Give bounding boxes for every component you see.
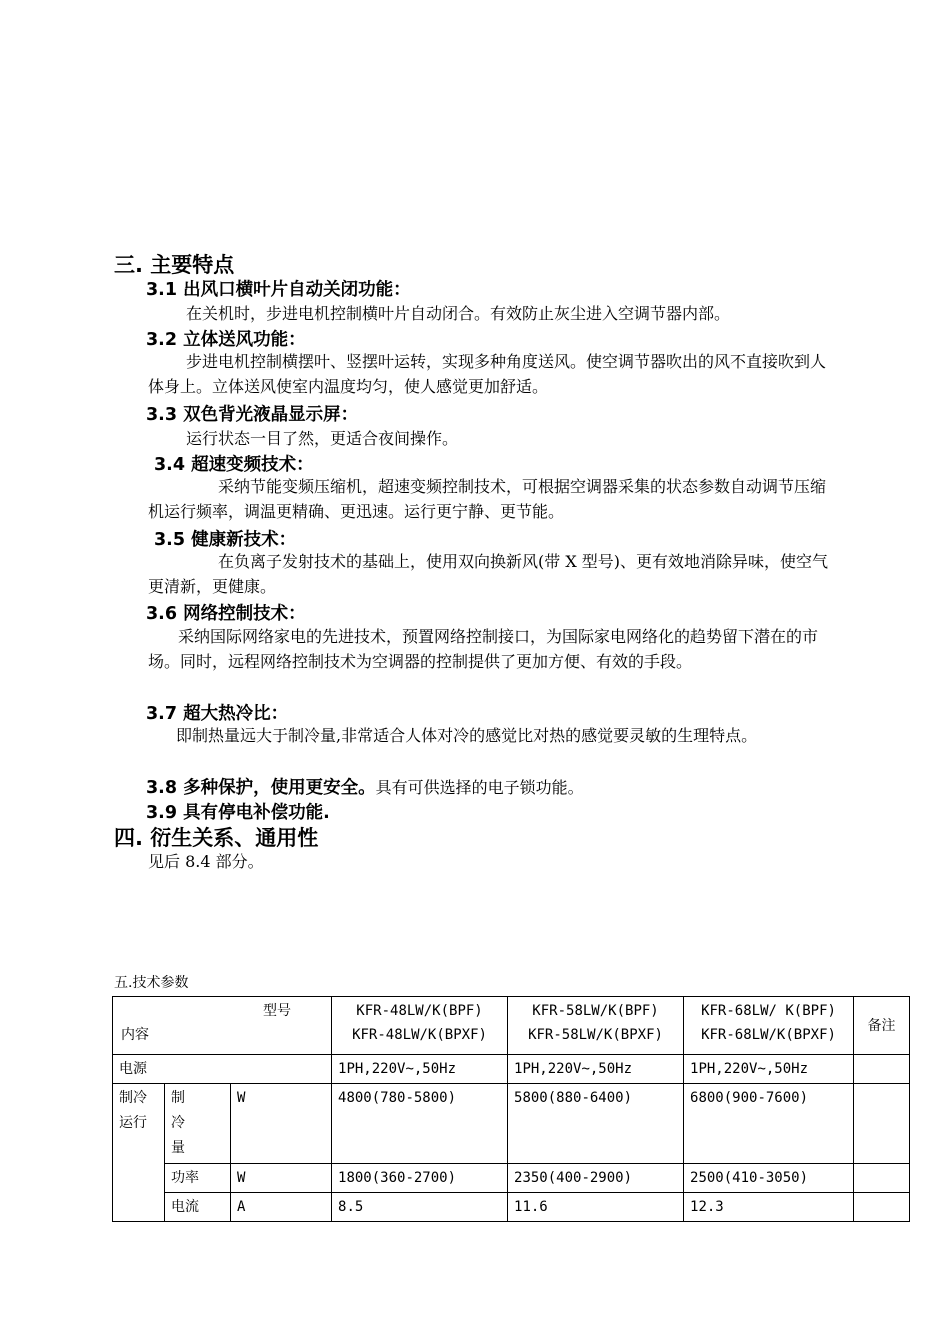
- model-name: KFR-68LW/K(BPXF): [701, 1027, 836, 1043]
- row-value: 2500(410-3050): [684, 1164, 854, 1193]
- table-row-power-consumption: [113, 1164, 910, 1193]
- model-column-2: [508, 997, 684, 1055]
- row-value: 2350(400-2900): [508, 1164, 684, 1193]
- remark-cell: [854, 1084, 910, 1164]
- row-label: 电流: [165, 1193, 231, 1222]
- item-3-7-body: 即制热量远大于制冷量,非常适合人体对冷的感觉比对热的感觉要灵敏的生理特点。: [176, 726, 758, 745]
- row-value: 6800(900-7600): [684, 1084, 854, 1164]
- item-3-5-body: 在负离子发射技术的基础上，使用双向换新风(带 X 型号)、更有效地消除异味，使空气更清新，更健康。: [148, 552, 829, 596]
- row-value: 1800(360-2700): [332, 1164, 508, 1193]
- spec-table: [112, 996, 910, 1222]
- header-content-label: 内容: [121, 1027, 149, 1043]
- power-label: 电源: [113, 1055, 332, 1084]
- item-3-3-body: 运行状态一目了然，更适合夜间操作。: [186, 429, 459, 448]
- item-3-8-heading: 3.8 多种保护，使用更安全。: [146, 778, 376, 798]
- item-3-1-heading: 3.1 出风口横叶片自动关闭功能：: [146, 280, 411, 300]
- table-row-cooling-capacity: [113, 1084, 910, 1164]
- section-4-title: 四. 衍生关系、通用性: [114, 826, 319, 850]
- model-name: KFR-58LW/K(BPF): [532, 1003, 659, 1019]
- header-model-label: 型号: [263, 1003, 291, 1019]
- power-value: 1PH,220V~,50Hz: [508, 1055, 684, 1084]
- item-3-1-body: 在关机时，步进电机控制横叶片自动闭合。有效防止灰尘进入空调节器内部。: [186, 304, 731, 323]
- row-unit: W: [231, 1084, 332, 1164]
- item-3-2-body: 步进电机控制横摆叶、竖摆叶运转，实现多种角度送风。使空调节器吹出的风不直接吹到人体身上。立体送风使室内温度均匀，使人感觉更加舒适。: [148, 352, 827, 396]
- model-name: KFR-48LW/K(BPF): [356, 1003, 483, 1019]
- row-value: 11.6: [508, 1193, 684, 1222]
- item-3-2-heading: 3.2 立体送风功能：: [146, 330, 306, 350]
- row-value: 12.3: [684, 1193, 854, 1222]
- row-value: 5800(880-6400): [508, 1084, 684, 1164]
- cooling-group-label: 制冷运行: [113, 1084, 165, 1222]
- row-unit: A: [231, 1193, 332, 1222]
- model-name: KFR-48LW/K(BPXF): [352, 1027, 487, 1043]
- section-4-body: 见后 8.4 部分。: [148, 852, 264, 871]
- row-value: 8.5: [332, 1193, 508, 1222]
- item-3-3-heading: 3.3 双色背光液晶显示屏：: [146, 405, 359, 425]
- item-3-4-body: 采纳节能变频压缩机，超速变频控制技术，可根据空调器采集的状态参数自动调节压缩机运行频率，调温更精确、更迅速。运行更宁静、更节能。: [148, 477, 827, 521]
- model-column-3: [684, 997, 854, 1055]
- table-row-current: [113, 1193, 910, 1222]
- table-header-row: [113, 997, 910, 1055]
- item-3-8-body: 具有可供选择的电子锁功能。: [375, 778, 584, 797]
- remark-cell: [854, 1193, 910, 1222]
- item-3-4-heading: 3.4 超速变频技术：: [154, 455, 314, 475]
- power-value: 1PH,220V~,50Hz: [684, 1055, 854, 1084]
- row-label: 制 冷量: [165, 1084, 231, 1164]
- header-corner-cell: [113, 997, 332, 1055]
- model-name: KFR-68LW/ K(BPF): [701, 1003, 836, 1019]
- table-row-power: [113, 1055, 910, 1084]
- row-label: 功率: [165, 1164, 231, 1193]
- item-3-6-body: 采纳国际网络家电的先进技术，预置网络控制接口，为国际家电网络化的趋势留下潜在的市场。同时，远程网络控制技术为空调器的控制提供了更加方便、有效的手段。: [148, 627, 819, 671]
- model-name: KFR-58LW/K(BPXF): [528, 1027, 663, 1043]
- item-3-8: [146, 774, 584, 799]
- section-5-title: 五.技术参数: [114, 975, 189, 991]
- remark-cell: [854, 1055, 910, 1084]
- row-value: 4800(780-5800): [332, 1084, 508, 1164]
- item-3-6-heading: 3.6 网络控制技术：: [146, 604, 306, 624]
- power-value: 1PH,220V~,50Hz: [332, 1055, 508, 1084]
- item-3-7-heading: 3.7 超大热冷比：: [146, 704, 289, 724]
- item-3-5-heading: 3.5 健康新技术：: [154, 530, 297, 550]
- remark-cell: [854, 1164, 910, 1193]
- row-unit: W: [231, 1164, 332, 1193]
- remark-header: 备注: [854, 997, 910, 1055]
- model-column-1: [332, 997, 508, 1055]
- section-3-title: 三. 主要特点: [114, 253, 235, 277]
- item-3-9-heading: 3.9 具有停电补偿功能.: [146, 803, 330, 823]
